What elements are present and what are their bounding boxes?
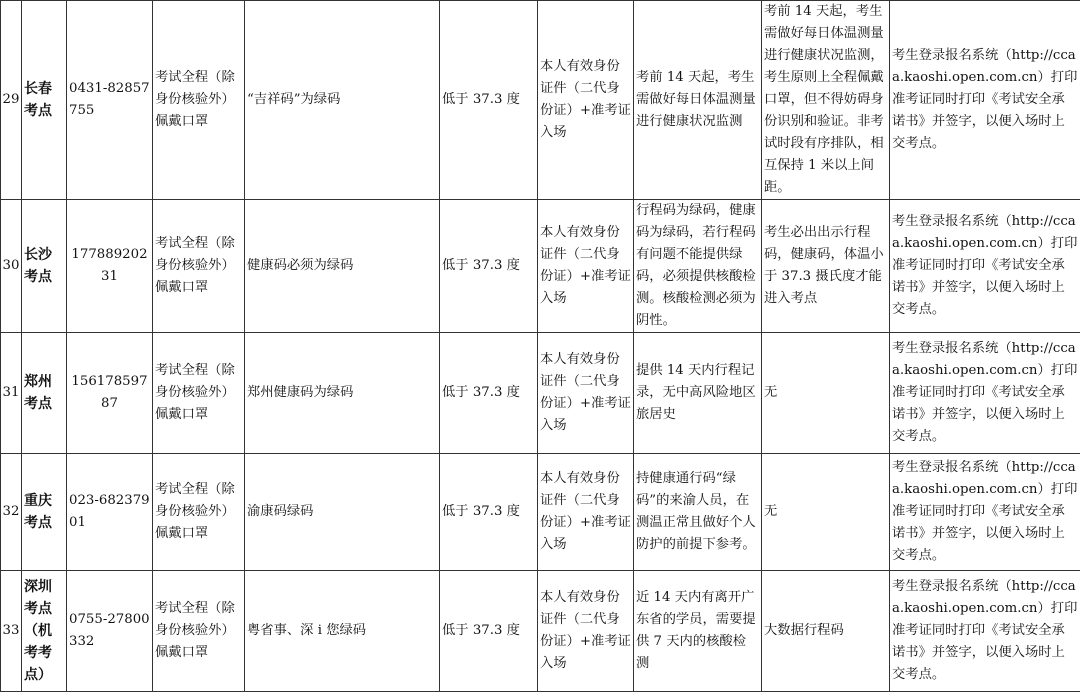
table-row bbox=[1, 571, 1080, 692]
temperature-requirement: 低于 37.3 度 bbox=[440, 1, 538, 200]
row-number: 31 bbox=[1, 333, 22, 454]
print-instructions: 考生登录报名系统（http://ccaa.kaoshi.open.com.cn）打印准考证同时打印《考试安全承诺书》并签字，以便入场时上交考点。 bbox=[890, 454, 1080, 571]
other-requirements: 无 bbox=[762, 454, 890, 571]
health-code-requirement: 渝康码绿码 bbox=[245, 454, 440, 571]
id-requirement: 本人有效身份证件（二代身份证）+准考证入场 bbox=[538, 1, 634, 200]
mask-requirement: 考试全程（除身份核验外）佩戴口罩 bbox=[153, 1, 245, 200]
mask-requirement: 考试全程（除身份核验外）佩戴口罩 bbox=[153, 571, 245, 692]
print-instructions: 考生登录报名系统（http://ccaa.kaoshi.open.com.cn）打印准考证同时打印《考试安全承诺书》并签字，以便入场时上交考点。 bbox=[890, 1, 1080, 200]
other-requirements: 考前 14 天起，考生需做好每日体温测量进行健康状况监测，考生原则上全程佩戴口罩，但不得妨碍身份识别和验证。非考试时段有序排队，相互保持 1 米以上间距。 bbox=[762, 1, 890, 200]
health-monitoring: 考前 14 天起，考生需做好每日体温测量进行健康状况监测 bbox=[634, 1, 762, 200]
health-monitoring: 持健康通行码“绿码”的来渝人员，在测温正常且做好个人防护的前提下参考。 bbox=[634, 454, 762, 571]
other-requirements: 考生必出出示行程码，健康码，体温小于 37.3 摄氏度才能进入考点 bbox=[762, 200, 890, 333]
exam-site-name: 郑州考点 bbox=[22, 333, 67, 454]
row-number: 32 bbox=[1, 454, 22, 571]
exam-site-name: 深圳考点（机考考点） bbox=[22, 571, 67, 692]
mask-requirement: 考试全程（除身份核验外）佩戴口罩 bbox=[153, 454, 245, 571]
other-requirements: 大数据行程码 bbox=[762, 571, 890, 692]
exam-site-name: 长春考点 bbox=[22, 1, 67, 200]
row-number: 33 bbox=[1, 571, 22, 692]
health-code-requirement: 粤省事、深 i 您绿码 bbox=[245, 571, 440, 692]
exam-site-name: 重庆考点 bbox=[22, 454, 67, 571]
health-code-requirement: 健康码必须为绿码 bbox=[245, 200, 440, 333]
mask-requirement: 考试全程（除身份核验外）佩戴口罩 bbox=[153, 200, 245, 333]
contact-phone: 17788920231 bbox=[67, 200, 153, 333]
table-row bbox=[1, 454, 1080, 571]
health-code-requirement: “吉祥码”为绿码 bbox=[245, 1, 440, 200]
id-requirement: 本人有效身份证件（二代身份证）+准考证入场 bbox=[538, 454, 634, 571]
id-requirement: 本人有效身份证件（二代身份证）+准考证入场 bbox=[538, 200, 634, 333]
health-monitoring: 近 14 天内有离开广东省的学员，需要提供 7 天内的核酸检测 bbox=[634, 571, 762, 692]
print-instructions: 考生登录报名系统（http://ccaa.kaoshi.open.com.cn）打印准考证同时打印《考试安全承诺书》并签字，以便入场时上交考点。 bbox=[890, 333, 1080, 454]
table-row bbox=[1, 1, 1080, 200]
contact-phone: 0431-82857755 bbox=[67, 1, 153, 200]
health-monitoring: 提供 14 天内行程记录，无中高风险地区旅居史 bbox=[634, 333, 762, 454]
temperature-requirement: 低于 37.3 度 bbox=[440, 454, 538, 571]
id-requirement: 本人有效身份证件（二代身份证）+准考证入场 bbox=[538, 571, 634, 692]
health-code-requirement: 郑州健康码为绿码 bbox=[245, 333, 440, 454]
temperature-requirement: 低于 37.3 度 bbox=[440, 200, 538, 333]
id-requirement: 本人有效身份证件（二代身份证）+准考证入场 bbox=[538, 333, 634, 454]
mask-requirement: 考试全程（除身份核验外）佩戴口罩 bbox=[153, 333, 245, 454]
table-row bbox=[1, 200, 1080, 333]
exam-site-name: 长沙考点 bbox=[22, 200, 67, 333]
print-instructions: 考生登录报名系统（http://ccaa.kaoshi.open.com.cn）打印准考证同时打印《考试安全承诺书》并签字，以便入场时上交考点。 bbox=[890, 200, 1080, 333]
contact-phone: 023-68237901 bbox=[67, 454, 153, 571]
row-number: 30 bbox=[1, 200, 22, 333]
temperature-requirement: 低于 37.3 度 bbox=[440, 571, 538, 692]
contact-phone: 0755-27800332 bbox=[67, 571, 153, 692]
health-monitoring: 行程码为绿码，健康码为绿码，若行程码有问题不能提供绿码，必须提供核酸检测。核酸检测必须为阴性。 bbox=[634, 200, 762, 333]
table-row bbox=[1, 333, 1080, 454]
print-instructions: 考生登录报名系统（http://ccaa.kaoshi.open.com.cn）打印准考证同时打印《考试安全承诺书》并签字，以便入场时上交考点。 bbox=[890, 571, 1080, 692]
temperature-requirement: 低于 37.3 度 bbox=[440, 333, 538, 454]
other-requirements: 无 bbox=[762, 333, 890, 454]
contact-phone: 15617859787 bbox=[67, 333, 153, 454]
row-number: 29 bbox=[1, 1, 22, 200]
